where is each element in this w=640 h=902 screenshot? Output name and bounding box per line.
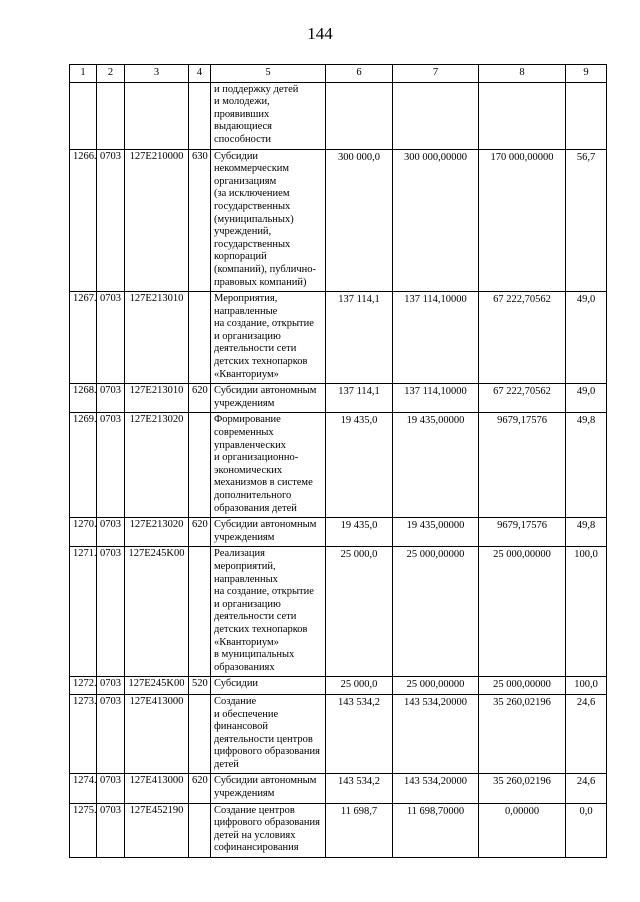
col-header: 5	[211, 65, 326, 83]
description-line: Субсидии автономным	[214, 775, 317, 787]
target-code-cell: 127E245K00	[125, 677, 189, 695]
row-number-cell: 1267.	[70, 292, 97, 384]
description-line: учреждениям	[214, 531, 275, 543]
approved-amount-cell: 300 000,00000	[393, 149, 479, 292]
description-line: детей на условиях	[214, 829, 296, 841]
description-cell	[211, 292, 326, 384]
percent-cell: 100,0	[566, 547, 607, 677]
executed-amount-cell: 67 222,70562	[479, 384, 566, 413]
col-header: 8	[479, 65, 566, 83]
table-body	[70, 82, 607, 857]
description-line: государственных	[214, 200, 291, 212]
table-row	[70, 547, 607, 677]
planned-amount-cell	[326, 82, 393, 149]
planned-amount-cell: 137 114,1	[326, 292, 393, 384]
row-number-cell: 1266.	[70, 149, 97, 292]
header-row	[70, 65, 607, 83]
description-line: на создание, открытие	[214, 586, 314, 598]
row-number-cell: 1268.	[70, 384, 97, 413]
percent-cell: 49,0	[566, 292, 607, 384]
section-code-cell: 0703	[97, 413, 125, 518]
table-row	[70, 384, 607, 413]
approved-amount-cell: 143 534,20000	[393, 774, 479, 803]
row-number-cell: 1271.	[70, 547, 97, 677]
planned-amount-cell: 143 534,2	[326, 774, 393, 803]
row-number-cell: 1270.	[70, 518, 97, 547]
table-row	[70, 149, 607, 292]
percent-cell: 56,7	[566, 149, 607, 292]
approved-amount-cell: 19 435,00000	[393, 518, 479, 547]
expense-type-cell	[189, 82, 211, 149]
executed-amount-cell: 67 222,70562	[479, 292, 566, 384]
planned-amount-cell: 300 000,0	[326, 149, 393, 292]
description-line: организациям	[214, 175, 277, 187]
planned-amount-cell: 19 435,0	[326, 518, 393, 547]
percent-cell: 0,0	[566, 803, 607, 857]
description-cell	[211, 149, 326, 292]
row-number-cell: 1274.	[70, 774, 97, 803]
col-header: 9	[566, 65, 607, 83]
target-code-cell: 127E213010	[125, 384, 189, 413]
approved-amount-cell	[393, 82, 479, 149]
approved-amount-cell: 25 000,00000	[393, 547, 479, 677]
description-line: деятельности центров	[214, 733, 313, 745]
description-line: Формирование	[214, 414, 281, 426]
description-line: и организацию	[214, 330, 281, 342]
section-code-cell: 0703	[97, 774, 125, 803]
description-cell	[211, 694, 326, 774]
description-cell	[211, 677, 326, 695]
executed-amount-cell: 9679,17576	[479, 518, 566, 547]
percent-cell: 49,8	[566, 413, 607, 518]
expense-type-cell: 630	[189, 149, 211, 292]
description-line: образования детей	[214, 502, 297, 514]
target-code-cell: 127E213020	[125, 413, 189, 518]
percent-cell: 24,6	[566, 694, 607, 774]
row-number-cell	[70, 82, 97, 149]
description-line: учреждениям	[214, 397, 275, 409]
description-line: финансовой	[214, 721, 268, 733]
expense-type-cell: 620	[189, 384, 211, 413]
col-header: 6	[326, 65, 393, 83]
description-line: цифрового образования	[214, 746, 320, 758]
target-code-cell: 127E213020	[125, 518, 189, 547]
col-header: 7	[393, 65, 479, 83]
approved-amount-cell: 25 000,00000	[393, 677, 479, 695]
description-line: и организационно-	[214, 452, 299, 464]
description-line: детских технопарков	[214, 623, 308, 635]
description-line: «Кванториум»	[214, 368, 279, 380]
description-line: «Кванториум»	[214, 636, 279, 648]
section-code-cell: 0703	[97, 803, 125, 857]
percent-cell: 100,0	[566, 677, 607, 695]
description-line: управленческих	[214, 439, 286, 451]
row-number-cell: 1273.	[70, 694, 97, 774]
description-line: и обеспечение	[214, 708, 279, 720]
expense-type-cell	[189, 413, 211, 518]
description-line: и молодежи,	[214, 96, 270, 108]
description-line: экономических	[214, 464, 283, 476]
percent-cell: 49,8	[566, 518, 607, 547]
description-line: цифрового образования	[214, 817, 320, 829]
planned-amount-cell: 11 698,7	[326, 803, 393, 857]
target-code-cell: 127E413000	[125, 774, 189, 803]
target-code-cell	[125, 82, 189, 149]
section-code-cell: 0703	[97, 292, 125, 384]
description-line: Субсидии автономным	[214, 385, 317, 397]
description-line: государственных	[214, 238, 291, 250]
target-code-cell: 127E452190	[125, 803, 189, 857]
row-number-cell: 1269.	[70, 413, 97, 518]
executed-amount-cell: 9679,17576	[479, 413, 566, 518]
col-header: 2	[97, 65, 125, 83]
table-row	[70, 413, 607, 518]
description-line: Субсидии автономным	[214, 519, 317, 531]
expense-type-cell	[189, 803, 211, 857]
section-code-cell: 0703	[97, 384, 125, 413]
percent-cell	[566, 82, 607, 149]
description-line: деятельности сети	[214, 343, 297, 355]
description-line: (компаний), публично-	[214, 263, 316, 275]
planned-amount-cell: 143 534,2	[326, 694, 393, 774]
table-row	[70, 82, 607, 149]
section-code-cell: 0703	[97, 677, 125, 695]
target-code-cell: 127E213010	[125, 292, 189, 384]
executed-amount-cell: 25 000,00000	[479, 677, 566, 695]
table-row	[70, 677, 607, 695]
planned-amount-cell: 25 000,0	[326, 677, 393, 695]
planned-amount-cell: 19 435,0	[326, 413, 393, 518]
col-header: 4	[189, 65, 211, 83]
executed-amount-cell: 25 000,00000	[479, 547, 566, 677]
description-line: (муниципальных)	[214, 213, 294, 225]
section-code-cell: 0703	[97, 547, 125, 677]
description-line: выдающиеся	[214, 121, 272, 133]
section-code-cell: 0703	[97, 694, 125, 774]
row-number-cell: 1272.	[70, 677, 97, 695]
table-row	[70, 774, 607, 803]
description-cell	[211, 518, 326, 547]
description-line: Создание центров	[214, 804, 295, 816]
description-line: и поддержку детей	[214, 83, 299, 95]
description-line: детей	[214, 758, 239, 770]
row-number-cell: 1275.	[70, 803, 97, 857]
executed-amount-cell	[479, 82, 566, 149]
description-line: Субсидии	[214, 678, 259, 690]
description-line: направленные	[214, 305, 278, 317]
description-line: Создание	[214, 695, 257, 707]
table-row	[70, 292, 607, 384]
planned-amount-cell: 25 000,0	[326, 547, 393, 677]
description-line: современных	[214, 427, 274, 439]
description-line: корпораций	[214, 251, 267, 263]
description-line: дополнительного	[214, 490, 292, 501]
table-row	[70, 518, 607, 547]
expense-type-cell	[189, 694, 211, 774]
description-cell	[211, 803, 326, 857]
approved-amount-cell: 143 534,20000	[393, 694, 479, 774]
description-cell	[211, 547, 326, 677]
section-code-cell: 0703	[97, 518, 125, 547]
approved-amount-cell: 137 114,10000	[393, 292, 479, 384]
section-code-cell: 0703	[97, 149, 125, 292]
executed-amount-cell: 35 260,02196	[479, 694, 566, 774]
description-cell	[211, 774, 326, 803]
description-line: и организацию	[214, 598, 281, 610]
col-header: 1	[70, 65, 97, 83]
section-code-cell	[97, 82, 125, 149]
expense-type-cell: 520	[189, 677, 211, 695]
executed-amount-cell: 0,00000	[479, 803, 566, 857]
executed-amount-cell: 35 260,02196	[479, 774, 566, 803]
description-line: проявивших	[214, 108, 270, 120]
description-cell	[211, 413, 326, 518]
description-line: некоммерческим	[214, 163, 290, 175]
description-line: учреждений,	[214, 226, 272, 238]
description-line: мероприятий,	[214, 560, 276, 572]
description-line: на создание, открытие	[214, 318, 314, 330]
expense-type-cell: 620	[189, 774, 211, 803]
description-line: в муниципальных	[214, 649, 295, 661]
budget-table	[69, 64, 607, 858]
description-line: софинансирования	[214, 842, 299, 854]
description-line: способности	[214, 133, 272, 145]
page-number: 144	[307, 24, 333, 43]
description-line: Субсидии	[214, 150, 259, 162]
target-code-cell: 127E245K00	[125, 547, 189, 677]
expense-type-cell: 620	[189, 518, 211, 547]
expense-type-cell	[189, 547, 211, 677]
description-line: (за исключением	[214, 188, 290, 200]
col-header: 3	[125, 65, 189, 83]
percent-cell: 24,6	[566, 774, 607, 803]
description-cell	[211, 384, 326, 413]
table-row	[70, 803, 607, 857]
approved-amount-cell: 19 435,00000	[393, 413, 479, 518]
expense-type-cell	[189, 292, 211, 384]
table-row	[70, 694, 607, 774]
description-line: деятельности сети	[214, 611, 297, 623]
description-line: образованиях	[214, 661, 275, 673]
percent-cell: 49,0	[566, 384, 607, 413]
approved-amount-cell: 137 114,10000	[393, 384, 479, 413]
description-line: механизмов в системе	[214, 477, 313, 489]
executed-amount-cell: 170 000,00000	[479, 149, 566, 292]
description-line: Мероприятия,	[214, 293, 278, 305]
approved-amount-cell: 11 698,70000	[393, 803, 479, 857]
description-line: учреждениям	[214, 788, 275, 800]
description-line: направленных	[214, 573, 278, 585]
target-code-cell: 127E413000	[125, 694, 189, 774]
description-line: детских технопарков	[214, 356, 308, 368]
description-line: Реализация	[214, 548, 265, 560]
target-code-cell: 127E210000	[125, 149, 189, 292]
description-cell	[211, 82, 326, 149]
description-line: правовых компаний)	[214, 276, 307, 288]
planned-amount-cell: 137 114,1	[326, 384, 393, 413]
